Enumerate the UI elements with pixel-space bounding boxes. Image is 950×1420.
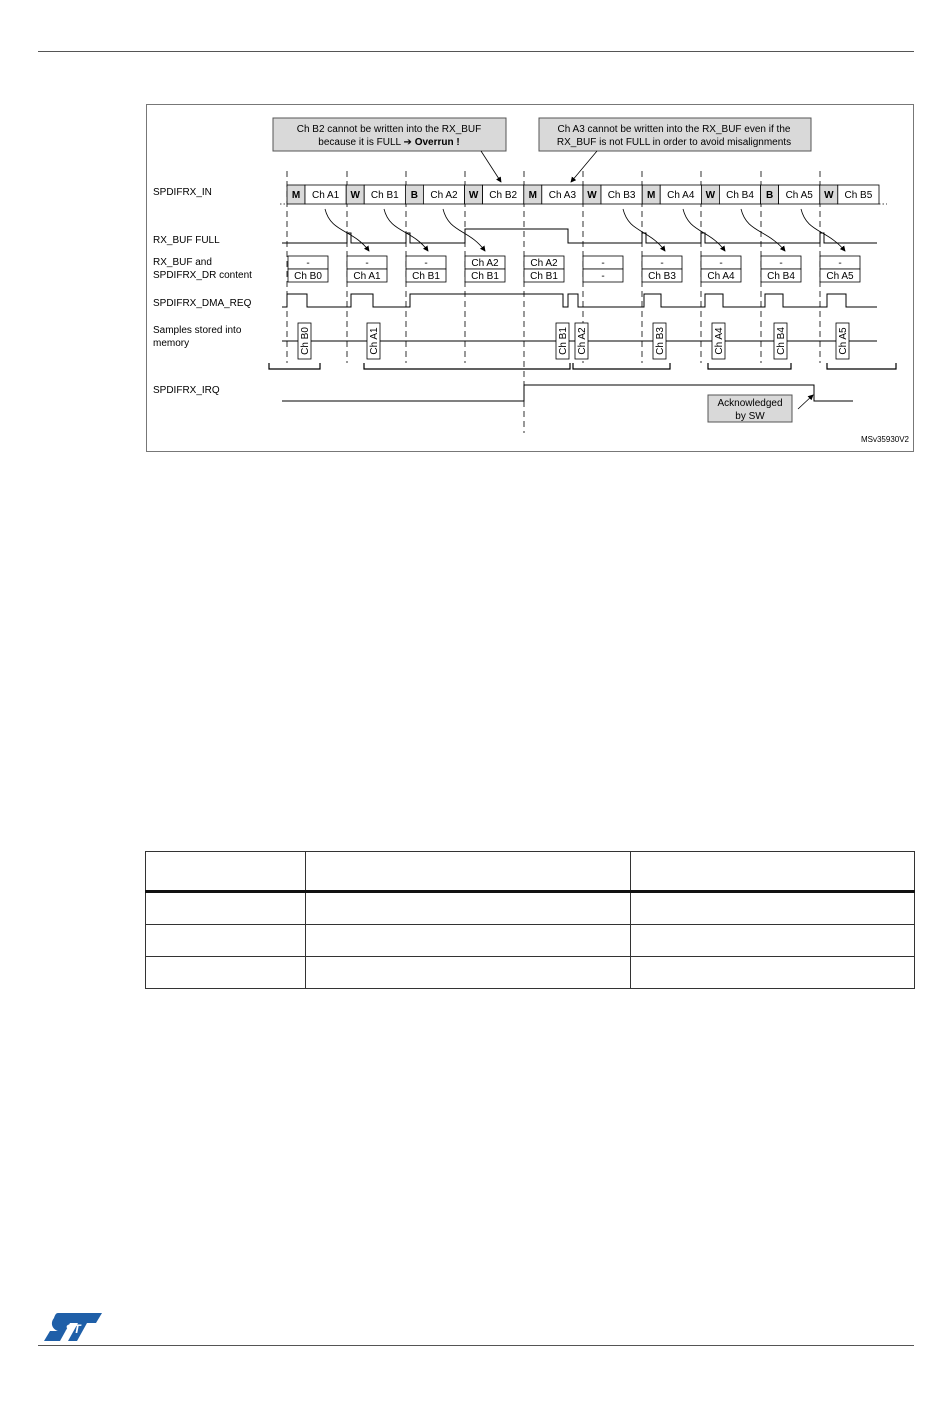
rx-buf-full-waveform — [282, 229, 877, 243]
in-preamble-label: M — [528, 190, 537, 201]
st-logo-text: ST — [65, 1322, 81, 1336]
in-channel-label: Ch B4 — [726, 190, 754, 201]
spdifrx-in-row — [287, 185, 879, 204]
table-cell — [631, 852, 915, 892]
rx-buf-top-value: - — [424, 258, 428, 269]
table-cell — [306, 925, 631, 957]
dma-req-waveform — [282, 294, 877, 307]
dma-burst-brackets — [269, 363, 896, 369]
in-channel-label: Ch B2 — [489, 190, 518, 201]
memory-sample-label: Ch B4 — [776, 327, 787, 355]
memory-sample-label: Ch B1 — [558, 327, 569, 355]
rx-buf-bottom-value: - — [601, 271, 605, 282]
figure-id: MSv35930V2 — [860, 435, 909, 444]
in-preamble-label: W — [350, 190, 360, 201]
in-preamble-label: W — [705, 190, 716, 201]
rx-buf-bottom-value: Ch B4 — [767, 271, 795, 282]
table-cell — [306, 957, 631, 989]
memory-sample-label: Ch A4 — [714, 327, 725, 355]
table-cell — [306, 852, 631, 892]
rx-buf-bottom-value: Ch A1 — [353, 271, 381, 282]
table-cell — [146, 957, 306, 989]
callout-overrun-line2: because it is FULL ➔ Overrun ! — [318, 137, 460, 148]
in-channel-label: Ch A5 — [785, 190, 813, 201]
signal-label-samples-line1: Samples stored into — [153, 325, 242, 336]
rx-buf-top-value: - — [306, 258, 310, 269]
rx-buf-content-row — [288, 256, 860, 282]
acknowledged-line1: Acknowledged — [717, 398, 783, 409]
in-channel-label: Ch A1 — [311, 190, 340, 201]
in-channel-label: Ch A4 — [667, 190, 695, 201]
rx-buf-bottom-value: Ch B1 — [412, 271, 440, 282]
transfer-arrows — [325, 209, 845, 251]
table-cell — [146, 925, 306, 957]
signal-label-rx-buf-line2: SPDIFRX_DR content — [153, 270, 252, 281]
in-preamble-label: M — [647, 190, 656, 201]
rx-buf-top-value: - — [601, 258, 605, 269]
table-row — [146, 925, 915, 957]
table-cell — [631, 925, 915, 957]
table-cell — [631, 892, 915, 925]
signal-label-rx-buf-full: RX_BUF FULL — [153, 235, 220, 246]
memory-sample-label: Ch A5 — [838, 327, 849, 355]
header-rule — [38, 51, 914, 52]
acknowledged-arrow — [798, 395, 813, 409]
table-cell — [631, 957, 915, 989]
timing-guides — [287, 171, 820, 433]
rx-buf-bottom-value: Ch A5 — [826, 271, 854, 282]
callout-misalignment-line1: Ch A3 cannot be written into the RX_BUF even if the — [557, 124, 791, 135]
table-row — [146, 892, 915, 925]
rx-buf-bottom-value: Ch B0 — [294, 271, 322, 282]
footer-rule — [38, 1345, 914, 1346]
signal-label-spdifrx-in: SPDIFRX_IN — [153, 187, 212, 198]
in-preamble-label: W — [587, 190, 597, 201]
in-channel-label: Ch B5 — [844, 190, 873, 201]
rx-buf-top-value: - — [838, 258, 842, 269]
register-table — [145, 851, 915, 989]
rx-buf-top-value: - — [779, 258, 783, 269]
rx-buf-top-value: - — [719, 258, 723, 269]
timing-diagram — [146, 104, 914, 452]
rx-buf-top-value: - — [660, 258, 664, 269]
in-preamble-label: M — [291, 190, 301, 201]
in-preamble-label: W — [824, 190, 834, 201]
signal-label-dma-req: SPDIFRX_DMA_REQ — [153, 298, 252, 309]
rx-buf-top-value: Ch A2 — [471, 258, 499, 269]
acknowledged-line2: by SW — [735, 411, 765, 422]
rx-buf-bottom-value: Ch B1 — [530, 271, 558, 282]
st-logo — [44, 1311, 102, 1343]
rx-buf-top-value: Ch A2 — [530, 258, 558, 269]
callout-misalignment-line2: RX_BUF is not FULL in order to avoid misalignments — [556, 137, 792, 148]
callout-overrun-line1: Ch B2 cannot be written into the RX_BUF — [296, 124, 482, 135]
in-preamble-label: B — [410, 190, 419, 201]
rx-buf-top-value: - — [365, 258, 369, 269]
callout-overrun-arrow — [481, 151, 501, 182]
rx-buf-bottom-value: Ch A4 — [707, 271, 735, 282]
callout-misalignment-arrow — [571, 151, 597, 182]
in-preamble-label: W — [468, 190, 479, 201]
table-cell — [146, 892, 306, 925]
in-channel-label: Ch B1 — [370, 190, 399, 201]
table-header-row — [146, 852, 915, 892]
memory-sample-label: Ch B3 — [655, 327, 666, 355]
signal-label-irq: SPDIFRX_IRQ — [153, 385, 220, 396]
table-row — [146, 957, 915, 989]
rx-buf-bottom-value: Ch B3 — [648, 271, 676, 282]
timing-diagram-svg — [147, 105, 913, 451]
in-channel-label: Ch A3 — [548, 190, 577, 201]
memory-sample-label: Ch A1 — [369, 327, 380, 355]
signal-label-samples-line2: memory — [153, 338, 190, 349]
memory-sample-label: Ch B0 — [300, 327, 311, 355]
rx-buf-bottom-value: Ch B1 — [471, 271, 499, 282]
in-preamble-label: B — [765, 190, 774, 201]
signal-label-rx-buf-line1: RX_BUF and — [153, 257, 212, 268]
in-channel-label: Ch A2 — [430, 190, 458, 201]
memory-sample-label: Ch A2 — [577, 327, 588, 355]
table-cell — [146, 852, 306, 892]
in-channel-label: Ch B3 — [607, 190, 636, 201]
table-cell — [306, 892, 631, 925]
